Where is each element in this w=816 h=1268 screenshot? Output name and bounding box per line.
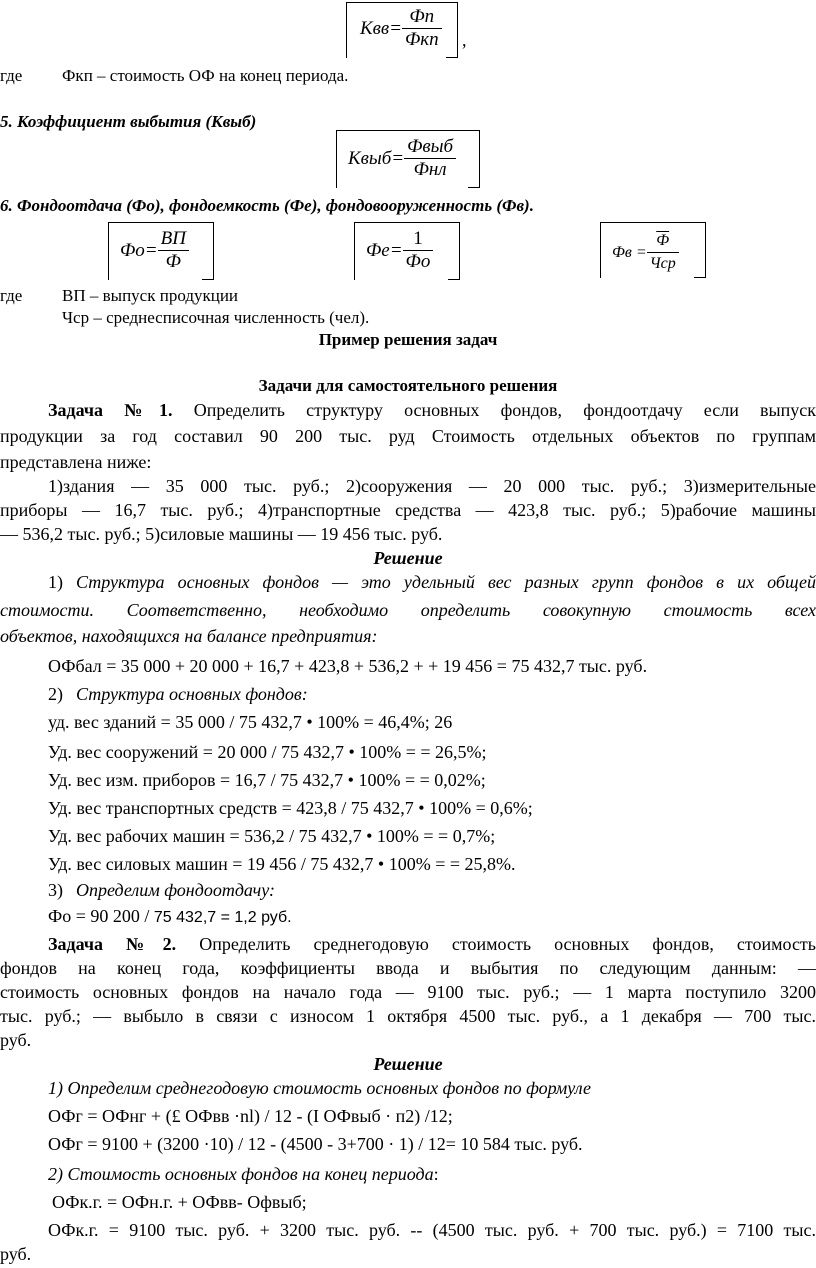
formula-kvyb-num: Фвыб xyxy=(404,136,456,159)
formula-kvyb xyxy=(348,136,456,181)
t2-step2-colon: : xyxy=(433,1164,439,1184)
formula-kvyb-den: Фнл xyxy=(413,159,447,180)
step1-line-1: Структура основных фондов — это удельный вес разных групп фондов в их общей xyxy=(76,572,816,592)
task1-line-1 xyxy=(0,398,816,422)
task1-line-4: 1)здания — 35 000 тыс. руб.; 2)сооружения — 20 000 тыс. руб.; 3)измерительные xyxy=(48,476,816,496)
task1-line-2: продукции за год составил 90 200 тыс. руд Стоимость отдельных объектов по группам xyxy=(0,426,816,446)
task2-line-4: тыс. руб.; — выбыло в связи с износом 1 октября 4500 тыс. руб., а 1 декабря — 700 тыс. xyxy=(0,1006,816,1026)
fo-calc-a: Фо = 90 200 / xyxy=(48,906,154,926)
formula-fe xyxy=(366,228,433,273)
ofkg-calc-line-2: руб. xyxy=(0,1244,32,1264)
t2-step1: 1) Определим среднегодовую стоимость основных фондов по формуле xyxy=(48,1078,591,1098)
formula-kvv-lhs: Квв= xyxy=(360,17,402,39)
step3-text: Определим фондоотдачу: xyxy=(76,880,276,900)
formula-kvv-den: Фкп xyxy=(404,29,439,50)
formula-fo-lhs: Фо= xyxy=(120,239,158,261)
formula-kvv-num: Фп xyxy=(402,6,442,29)
formula-fv-num: Ф xyxy=(647,230,679,253)
where-def-fkp: Фкп – стоимость ОФ на конец периода. xyxy=(62,66,349,85)
task2-line-2: фондов на конец года, коэффициенты ввода и выбытия по следующим данным: — xyxy=(0,958,816,978)
task1-line-5: приборы — 16,7 тыс. руб.; 4)транспортные средства — 423,8 тыс. руб.; 5)рабочие машины xyxy=(0,500,816,520)
where-label-1: где xyxy=(0,66,23,85)
step3-number: 3) xyxy=(48,880,63,900)
where-def-vp: ВП – выпуск продукции xyxy=(62,286,239,305)
task2-line-5: руб. xyxy=(0,1030,32,1050)
step1-line-2: стоимости. Соответственно, необходимо определить совокупную стоимость всех xyxy=(0,600,816,620)
ofbal-calc: ОФбал = 35 000 + 20 000 + 16,7 + 423,8 + 536,2 + + 19 456 = 75 432,7 тыс. руб. xyxy=(48,656,648,676)
ofg-calc: ОФг = 9100 + (3200 ·10) / 12 - (4500 - 3+700 · 1) / 12= 10 584 тыс. руб. xyxy=(48,1134,583,1154)
weight-buildings: уд. вес зданий = 35 000 / 75 432,7 • 100% = 46,4%; 26 xyxy=(48,712,453,732)
weight-structures: Уд. вес сооружений = 20 000 / 75 432,7 • 100% = = 26,5%; xyxy=(48,742,487,762)
task2-line-1-text: Определить среднегодовую стоимость основных фондов, стоимость xyxy=(199,934,816,954)
fo-calc-b: 75 432,7 = 1,2 руб. xyxy=(153,909,292,926)
formula-fe-num: 1 xyxy=(403,228,434,251)
formula-fe-lhs: Фе= xyxy=(366,239,403,261)
formula-fe-den: Фо xyxy=(405,251,431,272)
t2-step2 xyxy=(48,1162,439,1186)
heading-6: 6. Фондоотдача (Фо), фондоемкость (Фе), фондовооруженность (Фв). xyxy=(0,196,534,215)
task2-line-3: стоимость основных фондов на начало года — 9100 тыс. руб.; — 1 марта поступило 3200 xyxy=(0,982,816,1002)
weight-work-machines: Уд. вес рабочих машин = 536,2 / 75 432,7 • 100% = = 0,7%; xyxy=(48,826,496,846)
formula-fv xyxy=(612,230,679,275)
task2-label: Задача №2. xyxy=(48,934,177,954)
where-label-2: где xyxy=(0,286,23,305)
task2-line-1 xyxy=(0,932,816,956)
weight-power-machines: Уд. вес силовых машин = 19 456 / 75 432,7 • 100% = = 25,8%. xyxy=(48,854,516,874)
step2-number: 2) xyxy=(48,684,63,704)
ofg-formula: ОФг = ОФнг + (£ ОФвв ·nl) / 12 - (I ОФвыб · п2) /12; xyxy=(48,1106,453,1126)
formula-kvyb-lhs: Квыб= xyxy=(348,147,405,169)
task1-label: Задача №1. xyxy=(48,400,173,420)
example-title: Пример решения задач xyxy=(318,330,498,349)
step1-number: 1) xyxy=(48,572,63,592)
task1-line-3: представлена ниже: xyxy=(0,452,152,472)
task1-line-1-text: Определить структуру основных фондов, фондоотдачу если выпуск xyxy=(193,400,816,420)
weight-instruments: Уд. вес изм. приборов = 16,7 / 75 432,7 • 100% = = 0,02%; xyxy=(48,770,486,790)
step2-text: Структура основных фондов: xyxy=(76,684,308,704)
solution-1-title: Решение xyxy=(373,548,443,568)
formula-fv-den: Чср xyxy=(649,255,676,272)
formula-fo-den: Ф xyxy=(165,251,181,272)
ofkg-formula: ОФк.г. = ОФн.г. + ОФвв- Офвыб; xyxy=(52,1192,307,1212)
weight-transport: Уд. вес транспортных средств = 423,8 / 75 432,7 • 100% = 0,6%; xyxy=(48,798,533,818)
step1-line-3: объектов, находящихся на балансе предприятия: xyxy=(0,626,378,646)
t2-step2-text: 2) Стоимость основных фондов на конец периода xyxy=(48,1164,434,1184)
formula-fv-lhs: Фв = xyxy=(612,243,647,261)
task1-line-6: — 536,2 тыс. руб.; 5)силовые машины — 19 456 тыс. руб. xyxy=(0,524,443,544)
formula-kvv xyxy=(360,6,442,51)
ofkg-calc-line-1: ОФк.г. = 9100 тыс. руб. + 3200 тыс. руб. -- (4500 тыс. руб. + 700 тыс. руб.) = 7100 тыс. xyxy=(48,1220,816,1240)
solution-2-title: Решение xyxy=(373,1054,443,1074)
tasks-title: Задачи для самостоятельного решения xyxy=(258,376,558,395)
formula-kvv-comma: , xyxy=(462,30,467,50)
formula-fo xyxy=(120,228,189,273)
heading-5: 5. Коэффициент выбытия (Квыб) xyxy=(0,112,257,131)
where-def-chsr: Чср – среднесписочная численность (чел). xyxy=(62,308,370,327)
formula-fo-num: ВП xyxy=(158,228,189,251)
fo-calc xyxy=(48,904,292,930)
